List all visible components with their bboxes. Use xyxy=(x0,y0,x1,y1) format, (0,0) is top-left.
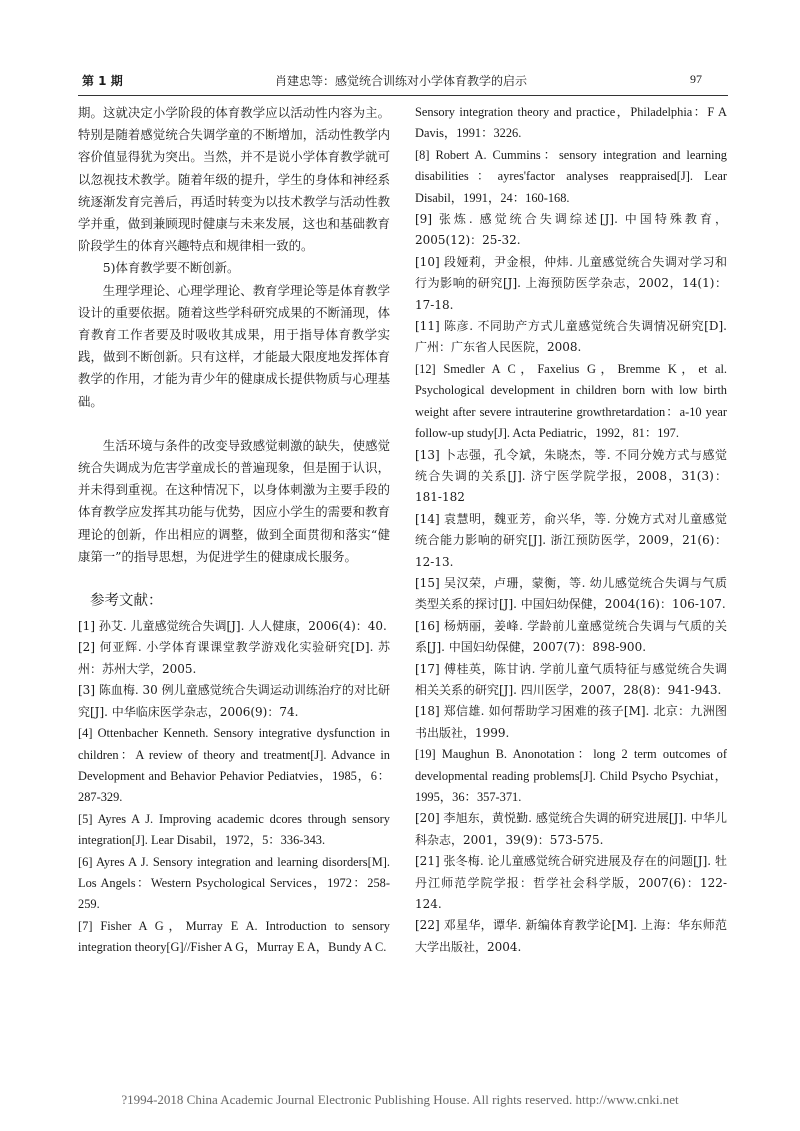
page-number: 97 xyxy=(690,72,702,86)
running-header xyxy=(78,72,724,94)
reference-item: [13] 卜志强，孔令斌，朱晓杰，等. 不同分娩方式与感觉统合失调的关系[J]. 济宁医学院学报，2008，31(3)：181-182 xyxy=(415,447,727,505)
reference-item: [14] 袁慧明，魏亚芳，俞兴华，等. 分娩方式对儿童感觉统合能力影响的研究[J]. 浙江预防医学，2009，21(6)：12-13. xyxy=(415,511,727,569)
reference-item: [19] Maughun B. Anonotation：long 2 term outcomes of developmental reading problems[J]. Child Psycho Psychiat，1995，36：357-371. xyxy=(415,747,727,804)
reference-item: [11] 陈彦. 不同助产方式儿童感觉统合失调情况研究[D]. 广州：广东省人民医院，2008. xyxy=(415,319,727,355)
reference-item: [20] 李旭东，黄悦勤. 感觉统合失调的研究进展[J]. 中华儿科杂志，2001，39(9)：573-575. xyxy=(415,811,727,847)
reference-item: [17] 傅桂英，陈甘讷. 学前儿童气质特征与感觉统合失调相关关系的研究[J]. 四川医学，2007，28(8)：941-943. xyxy=(415,661,727,697)
running-title: 肖建忠等：感觉统合训练对小学体育教学的启示 xyxy=(274,74,527,88)
body-paragraph-3: 生理学理论、心理学理论、教育学理论等是体育教学设计的重要依据。随着这些学科研究成果的不断涌现，体育教育工作者要及时吸收其成果，用于指导体育教学实践，做到不断创新。只有这样，才能最大限度地发挥体育教学的作用，才能为青少年的健康成长提供物质与心理基础。 xyxy=(78,282,390,409)
section-gap xyxy=(78,413,390,435)
reference-item: [15] 吴汉荣，卢珊，蒙衡，等. 幼儿感觉统合失调与气质类型关系的探讨[J]. 中国妇幼保健，2004(16)：106-107. xyxy=(415,575,727,612)
reference-item: [4] Ottenbacher Kenneth. Sensory integrative dysfunction in children：A review of theory and treatment[J]. Advance in Development and Behavior Pehavior Pediatvies，1985，6：287-329. xyxy=(78,726,390,805)
left-column xyxy=(78,102,390,959)
reference-item: [3] 陈血梅. 30 例儿童感觉统合失调运动训练治疗的对比研究[J]. 中华临床医学杂志，2006(9)：74. xyxy=(78,683,390,719)
body-paragraph-2: 5)体育教学要不断创新。 xyxy=(102,260,240,276)
reference-item: [22] 邓星华，谭华. 新编体育教学论[M]. 上海：华东师范大学出版社，2004. xyxy=(415,918,727,954)
reference-item: [18] 郑信雄. 如何帮助学习困难的孩子[M]. 北京：九洲图书出版社，1999. xyxy=(415,704,727,740)
reference-item: [21] 张冬梅. 论儿童感觉统合研究进展及存在的问题[J]. 牡丹江师范学院学报：哲学社会科学版，2007(6)：122-124. xyxy=(415,854,727,912)
body-paragraph-4: 生活环境与条件的改变导致感觉刺激的缺失，使感觉统合失调成为危害学童成长的普遍现象，但是囿于认识，并未得到重视。在这种情况下，以身体刺激为主要手段的体育教学应发挥其功能与优势，因应小学生的需要和教育理论的创新，作出相应的调整，做到全面贯彻和落实“健康第一”的指导思想，为促进学生的健康成长服务。 xyxy=(78,437,390,564)
reference-item: [5] Ayres A J. Improving academic dcores through sensory integration[J]. Lear Disabil，1972，5：336-343. xyxy=(78,811,390,848)
right-column xyxy=(415,102,727,958)
body-paragraph-1: 期。这就决定小学阶段的体育教学应以活动性内容为主。特别是随着感觉统合失调学童的不断增加，活动性教学内容价值显得犹为突出。当然，并不是说小学体育教学就可以忽视技术教学。随着年级的提升，学生的身体和神经系统逐渐发育完善后，再适时转变为以技术教学与活动性教学并重，做到兼顾现时健康与未来发展，这也和基础教育阶段学生的体育兴趣特点和规律相一致的。 xyxy=(78,105,390,254)
reference-item: Sensory integration theory and practice，Philadelphia：F A Davis，1991：3226. xyxy=(415,105,727,141)
reference-item: [6] Ayres A J. Sensory integration and learning disorders[M]. Los Angels：Western Psychological Services，1972：258-259. xyxy=(78,854,390,912)
reference-item: [1] 孙艾. 儿童感觉统合失调[J]. 人人健康，2006(4)：40. xyxy=(78,619,387,634)
reference-item: [8] Robert A. Cummins：sensory integration and learning disabilities：ayres'factor analyses reappraised[J]. Lear Disabil，1991，24：160-168. xyxy=(415,147,727,205)
issue-number: 第 1 期 xyxy=(82,74,123,88)
reference-item: [7] Fisher A G，Murray E A. Introduction to sensory integration theory[G]//Fisher A G，Murray E A，Bundy A C. xyxy=(78,918,390,955)
reference-item: [10] 段娅莉，尹金根，仲炜. 儿童感觉统合失调对学习和行为影响的研究[J]. 上海预防医学杂志，2002，14(1)：17-18. xyxy=(415,254,727,312)
header-rule xyxy=(78,95,728,96)
reference-item: [9] 张炼. 感觉统合失调综述[J]. 中国特殊教育，2005(12)：25-32. xyxy=(415,212,727,248)
references-heading: 参考文献： xyxy=(90,593,163,610)
reference-item: [2] 何亚辉. 小学体育课课堂教学游戏化实验研究[D]. 苏州：苏州大学，2005. xyxy=(78,640,390,676)
copyright-footer: ?1994-2018 China Academic Journal Electronic Publishing House. All rights reserved. http://www.cnki.net xyxy=(121,1092,679,1107)
reference-item: [16] 杨炳丽，姜峰. 学龄前儿童感觉统合失调与气质的关系[J]. 中国妇幼保健，2007(7)：898-900. xyxy=(415,618,727,655)
reference-item: [12] Smedler A C，Faxelius G，Bremme K，et al. Psychological development in children born with low birth weight after severe intrauterine growthretardation：a-10 year follow-up study[J]. Acta Pediatric，1992，81：197. xyxy=(415,361,727,441)
